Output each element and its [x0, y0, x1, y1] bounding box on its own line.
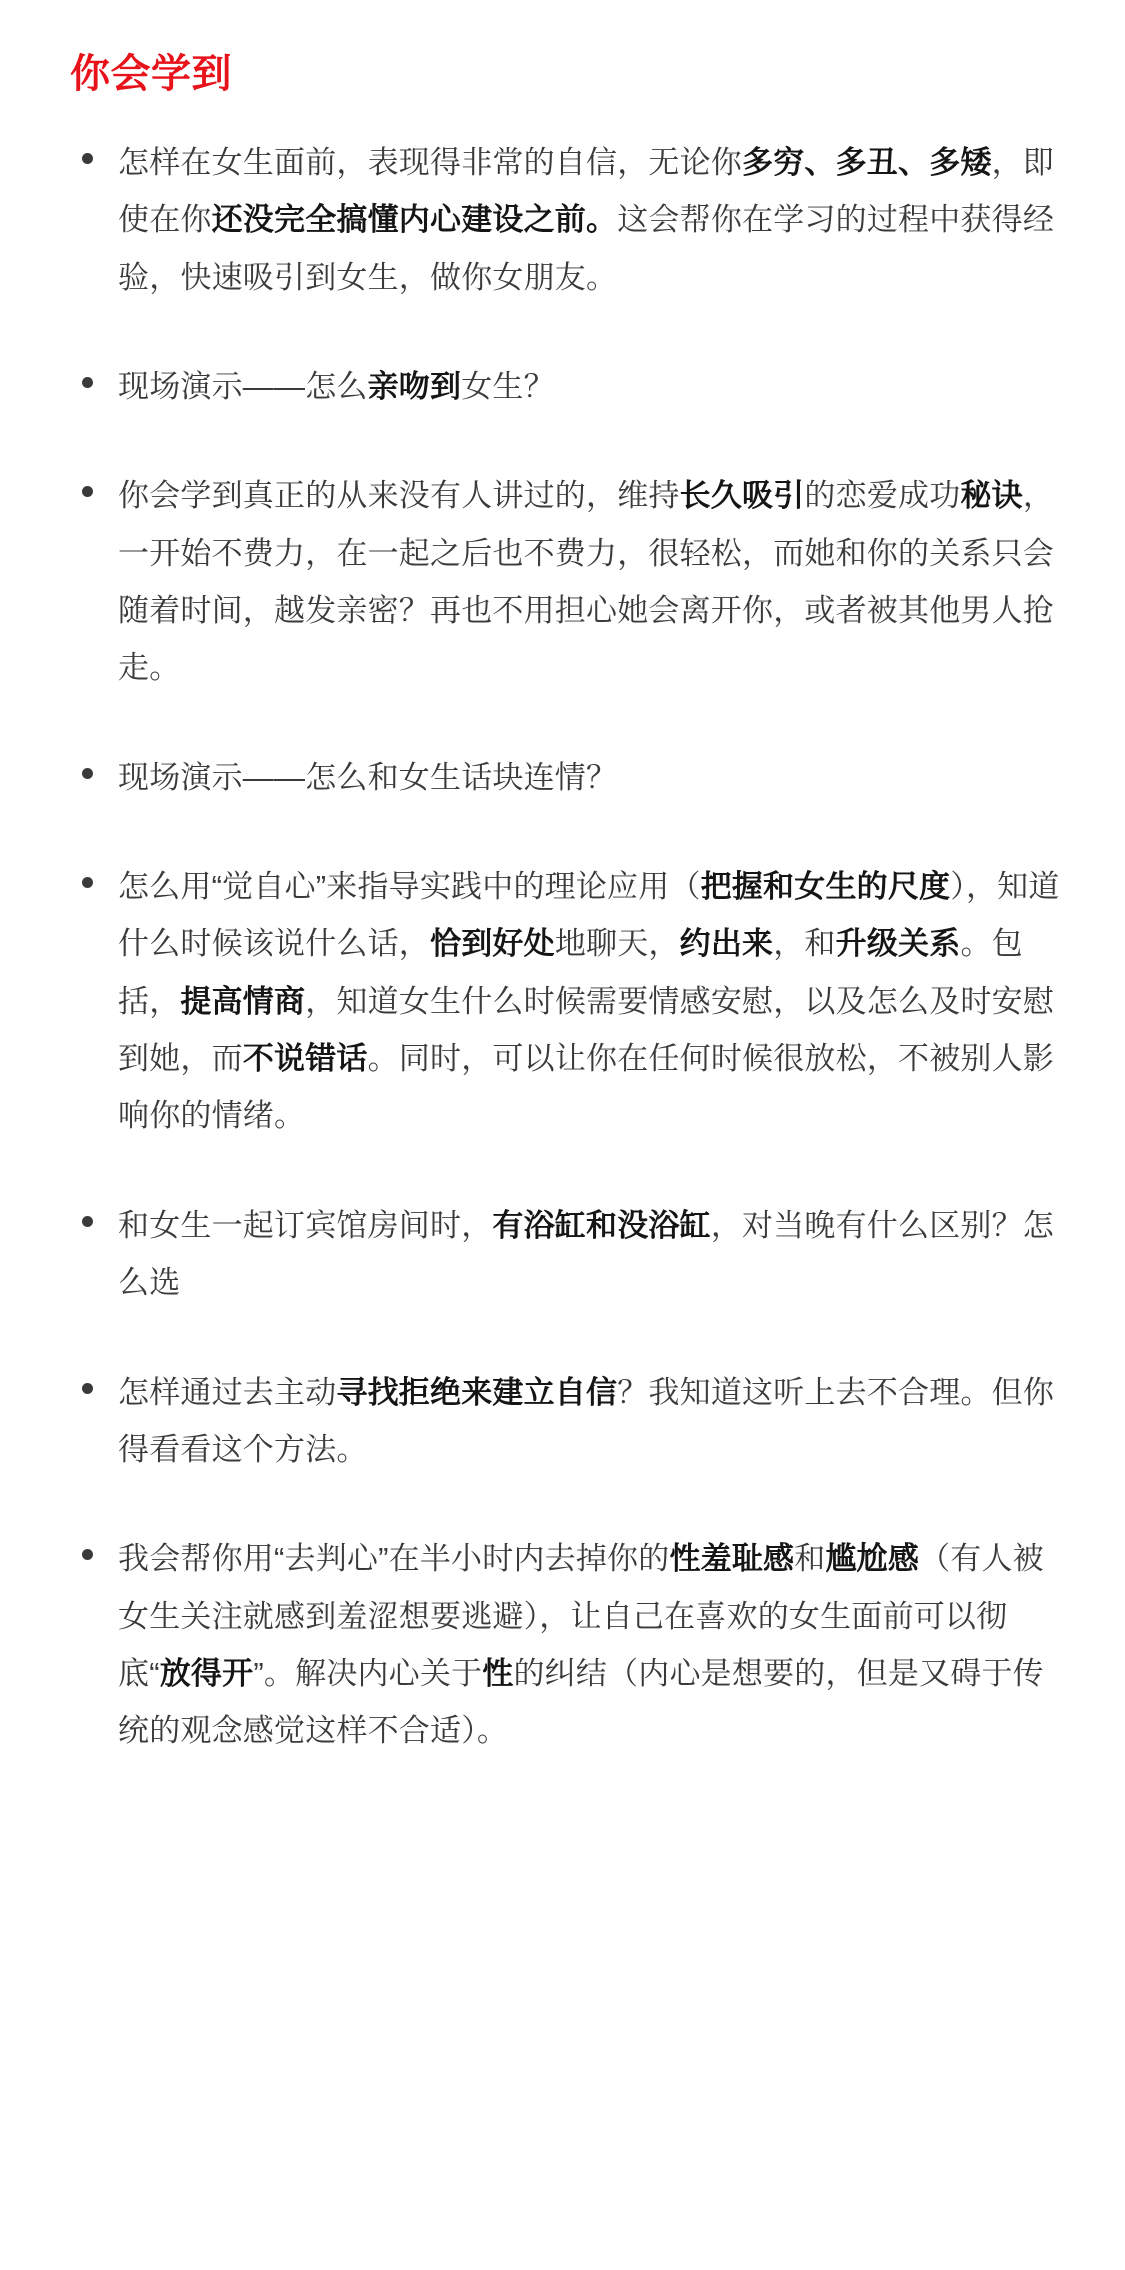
body-text: 和: [794, 1541, 826, 1577]
list-item: [60, 358, 1065, 415]
body-text: 怎么用“觉自心”来指导实践中的理论应用（: [118, 869, 701, 905]
list-item: [60, 858, 1065, 1145]
bullet-dot-icon: [82, 377, 93, 388]
body-text: 地聊天，: [554, 926, 680, 962]
emphasis-text: 寻找拒绝来建立自信: [336, 1374, 618, 1410]
body-text: 这会帮你在学习的过程中获得经验，快速吸引到女生，做你女朋友。: [118, 202, 1055, 295]
body-text: ），知道什么时候该说什么话，: [118, 869, 1060, 962]
body-text: 你会学到真正的从来没有人讲过的，维持: [118, 478, 680, 514]
bullet-dot-icon: [82, 1216, 93, 1227]
list-item-text: [118, 134, 1065, 306]
bullet-dot-icon: [82, 877, 93, 888]
list-item: [60, 467, 1065, 696]
emphasis-text: 秘诀: [960, 478, 1023, 514]
body-text: 女生？: [461, 369, 555, 405]
body-text: ，即使在你: [118, 145, 1055, 238]
emphasis-text: 恰到好处: [430, 926, 555, 962]
bullet-dot-icon: [82, 486, 93, 497]
emphasis-text: 升级关系: [835, 926, 961, 962]
body-text: 。同时，可以让你在任何时候很放松，不被别人影响你的情绪。: [118, 1041, 1055, 1134]
list-item-text: [118, 358, 1065, 415]
body-text: ，和: [773, 926, 836, 962]
list-item-text: [118, 858, 1065, 1145]
body-text: 的纠结（内心是想要的，但是又碍于传统的观念感觉这样不合适）。: [118, 1655, 1044, 1749]
emphasis-text: 约出来: [679, 926, 774, 962]
emphasis-text: 性: [482, 1655, 514, 1691]
body-text: ，知道女生什么时候需要情感安慰，以及怎么及时安慰到她，而: [118, 983, 1055, 1077]
body-text: 的恋爱成功: [804, 478, 961, 514]
list-item-text: [118, 1364, 1065, 1479]
list-item-text: [118, 467, 1065, 696]
emphasis-text: 提高情商: [180, 983, 306, 1019]
list-item-text: [118, 1197, 1065, 1312]
emphasis-text: 尴尬感: [825, 1541, 920, 1577]
body-text: 我会帮你用“去判心”在半小时内去掉你的: [118, 1541, 670, 1577]
body-text: 和女生一起订宾馆房间时，: [118, 1207, 493, 1243]
body-text: ”。解决内心关于: [253, 1655, 483, 1691]
list-item: [60, 1364, 1065, 1479]
list-item: [60, 1197, 1065, 1312]
page-title: 你会学到: [70, 52, 232, 96]
emphasis-text: 多穷、多丑、多矮: [742, 145, 992, 180]
list-item: [60, 1530, 1065, 1759]
emphasis-text: 不说错话: [242, 1041, 368, 1077]
bullet-dot-icon: [82, 1383, 93, 1394]
list-item: [60, 749, 1065, 806]
emphasis-text: 亲吻到: [367, 369, 462, 405]
benefits-list: [60, 134, 1065, 1760]
list-item-text: [118, 749, 1065, 806]
list-item: [60, 134, 1065, 306]
body-text: 。包括，: [118, 926, 1023, 1019]
body-text: ，对当晚有什么区别？怎么选: [118, 1207, 1055, 1301]
body-text: ，一开始不费力，在一起之后也不费力，很轻松，而她和你的关系只会随着时间，越发亲密？再也不用担心她会离开你，或者被其他男人抢走。: [118, 478, 1055, 686]
emphasis-text: 放得开: [159, 1655, 254, 1691]
emphasis-text: 有浴缸和没浴缸: [492, 1207, 711, 1243]
body-text: （有人被女生关注就感到羞涩想要逃避），让自己在喜欢的女生面前可以彻底“: [118, 1541, 1044, 1691]
list-item-text: [118, 1530, 1065, 1759]
bullet-dot-icon: [82, 153, 93, 164]
emphasis-text: 把握和女生的尺度: [700, 869, 951, 905]
body-text: 现场演示——怎么: [118, 369, 368, 405]
emphasis-text: 长久吸引: [679, 478, 805, 514]
body-text: 怎样在女生面前，表现得非常的自信，无论你: [118, 145, 742, 180]
body-text: 现场演示——怎么和女生话块连情？: [118, 759, 618, 795]
body-text: 怎样通过去主动: [118, 1374, 337, 1410]
body-text: ？我知道这听上去不合理。但你得看看这个方法。: [118, 1374, 1055, 1467]
bullet-dot-icon: [82, 768, 93, 779]
emphasis-text: 还没完全搞懂内心建设之前。: [211, 202, 618, 238]
emphasis-text: 性羞耻感: [669, 1541, 795, 1577]
bullet-dot-icon: [82, 1549, 93, 1560]
